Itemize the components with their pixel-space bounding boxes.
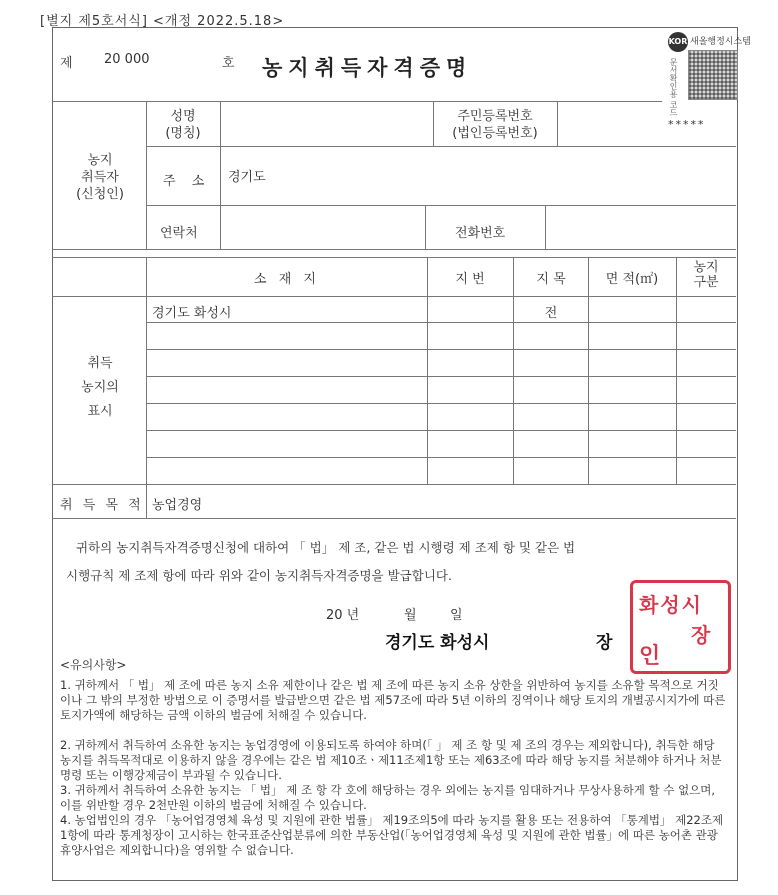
phone-label: 전화번호 xyxy=(455,226,506,241)
seal-text-1: 화성시 xyxy=(639,593,703,617)
divider xyxy=(146,322,736,323)
divider xyxy=(146,146,736,147)
seal-text-2: 장 xyxy=(691,623,711,647)
header-location: 소 재 지 xyxy=(254,272,320,287)
brand-name: 새올행정시스템 xyxy=(690,37,751,47)
header-area: 면 적(㎡) xyxy=(605,272,659,287)
divider xyxy=(427,257,428,484)
header-category: 지 목 xyxy=(536,272,566,287)
divider xyxy=(676,257,677,484)
purpose-value: 농업경영 xyxy=(152,498,203,513)
qr-code-icon xyxy=(688,50,738,100)
id-label: 주민등록번호 (법인등록번호) xyxy=(452,109,538,141)
divider xyxy=(433,101,434,146)
body-line-1: 귀하의 농지취득자격증명신청에 대하여 「 법」 제 조, 같은 법 시행령 제 조제 항 및 같은 법 xyxy=(76,540,576,555)
divider xyxy=(146,257,147,518)
land-row-1-category: 전 xyxy=(544,306,558,321)
land-section-label: 취득 농지의 표시 xyxy=(81,356,119,419)
cert-number-value: 20 000 xyxy=(104,52,150,67)
purpose-label: 취 득 목 적 xyxy=(60,498,144,513)
divider xyxy=(146,403,736,404)
divider xyxy=(52,518,736,519)
divider xyxy=(52,257,736,258)
divider xyxy=(220,101,221,249)
issuer-title: 장 xyxy=(596,633,613,653)
divider xyxy=(52,296,736,297)
divider xyxy=(146,101,147,249)
divider xyxy=(146,349,736,350)
seal-text-3: 인 xyxy=(639,644,665,669)
header-type: 농지 구분 xyxy=(693,260,719,290)
form-number-header: [별지 제5호서식] <개정 2022.5.18> xyxy=(40,14,285,29)
contact-label: 연락처 xyxy=(160,226,198,241)
address-label: 주 소 xyxy=(163,174,211,189)
divider xyxy=(146,205,736,206)
name-label: 성명 (명칭) xyxy=(165,109,201,141)
applicant-section-label: 농지 취득자 (신청인) xyxy=(76,153,124,202)
divider xyxy=(52,249,736,250)
notice-item-3: 3. 귀하께서 취득하여 소유한 농지는 「 법」 제 조 항 각 호에 해당하는 경우 외에는 농지를 임대하거나 무상사용하게 할 수 없으며, 이를 위반할 경우 2천만원 이하의 벌금에 처해질 수 있습니다. xyxy=(60,783,716,812)
cert-number-suffix: 호 xyxy=(222,56,235,71)
divider xyxy=(52,484,736,485)
body-line-2: 시행규칙 제 조제 항에 따라 위와 같이 농지취득자격증명을 발급합니다. xyxy=(66,568,452,583)
page-title: 농지취득자격증명 xyxy=(262,56,473,80)
address-value: 경기도 xyxy=(228,170,266,185)
notice-item-4: 4. 농업법인의 경우 「농어업경영체 육성 및 지원에 관한 법률」 제19조의5에 따라 농지를 활용 또는 전용하여 「통계법」 제22조제1항에 따라 통계청장이 고시하는 한국표준산업분류에 의한 부동산업(「농어업경영체 육성 및 지원에 관한 법률」에 따른 농어촌 관광휴양사업은 제외합니다)을 영위할 수 없습니다. xyxy=(60,813,724,857)
notice-heading: <유의사항> xyxy=(60,658,127,672)
divider xyxy=(146,457,736,458)
divider xyxy=(146,376,736,377)
divider xyxy=(545,205,546,249)
divider xyxy=(557,101,558,146)
date-day: 일 xyxy=(450,608,463,623)
cert-number-prefix: 제 xyxy=(60,56,73,71)
date-year: 20 년 xyxy=(326,608,360,623)
divider xyxy=(146,430,736,431)
divider xyxy=(425,205,426,249)
divider xyxy=(588,257,589,484)
logo-icon: KOR xyxy=(668,32,688,52)
divider xyxy=(52,101,662,102)
issuer-name: 경기도 화성시 xyxy=(385,633,490,653)
notice-item-2: 2. 귀하께서 취득하여 소유한 농지는 농업경영에 이용되도록 하여야 하며(「 」 제 조 항 및 제 조의 경우는 제외합니다), 취득한 해당 농지를 취득목적대로 이용하지 않을 경우에는 같은 법 제10조ㆍ제11조제1항 또는 제63조에 따라 해당 농지를 처분해야 하거나 처분명령 또는 이행강제금이 부과될 수 있습니다. xyxy=(60,738,722,782)
qr-caption: 문서확인용 코드 xyxy=(669,58,678,117)
official-seal xyxy=(630,580,731,674)
notice-item-1: 1. 귀하께서 「 법」 제 조에 따른 농지 소유 제한이나 같은 법 제 조에 따른 농지 소유 상한을 위반하여 농지를 소유할 목적으로 거짓이나 그 밖의 부정한 방법으로 이 증명서를 발급받으면 같은 법 제57조에 따라 5년 이하의 징역이나 해당 토지의 개별공시지가에 따른 토지가액에 해당하는 금액 이하의 벌금에 처해질 수 있습니다. xyxy=(60,678,726,722)
id-value: ***** xyxy=(668,118,706,131)
header-lot: 지 번 xyxy=(455,272,485,287)
divider xyxy=(513,257,514,484)
date-month: 월 xyxy=(404,608,417,623)
land-row-1-location: 경기도 화성시 xyxy=(152,306,232,321)
